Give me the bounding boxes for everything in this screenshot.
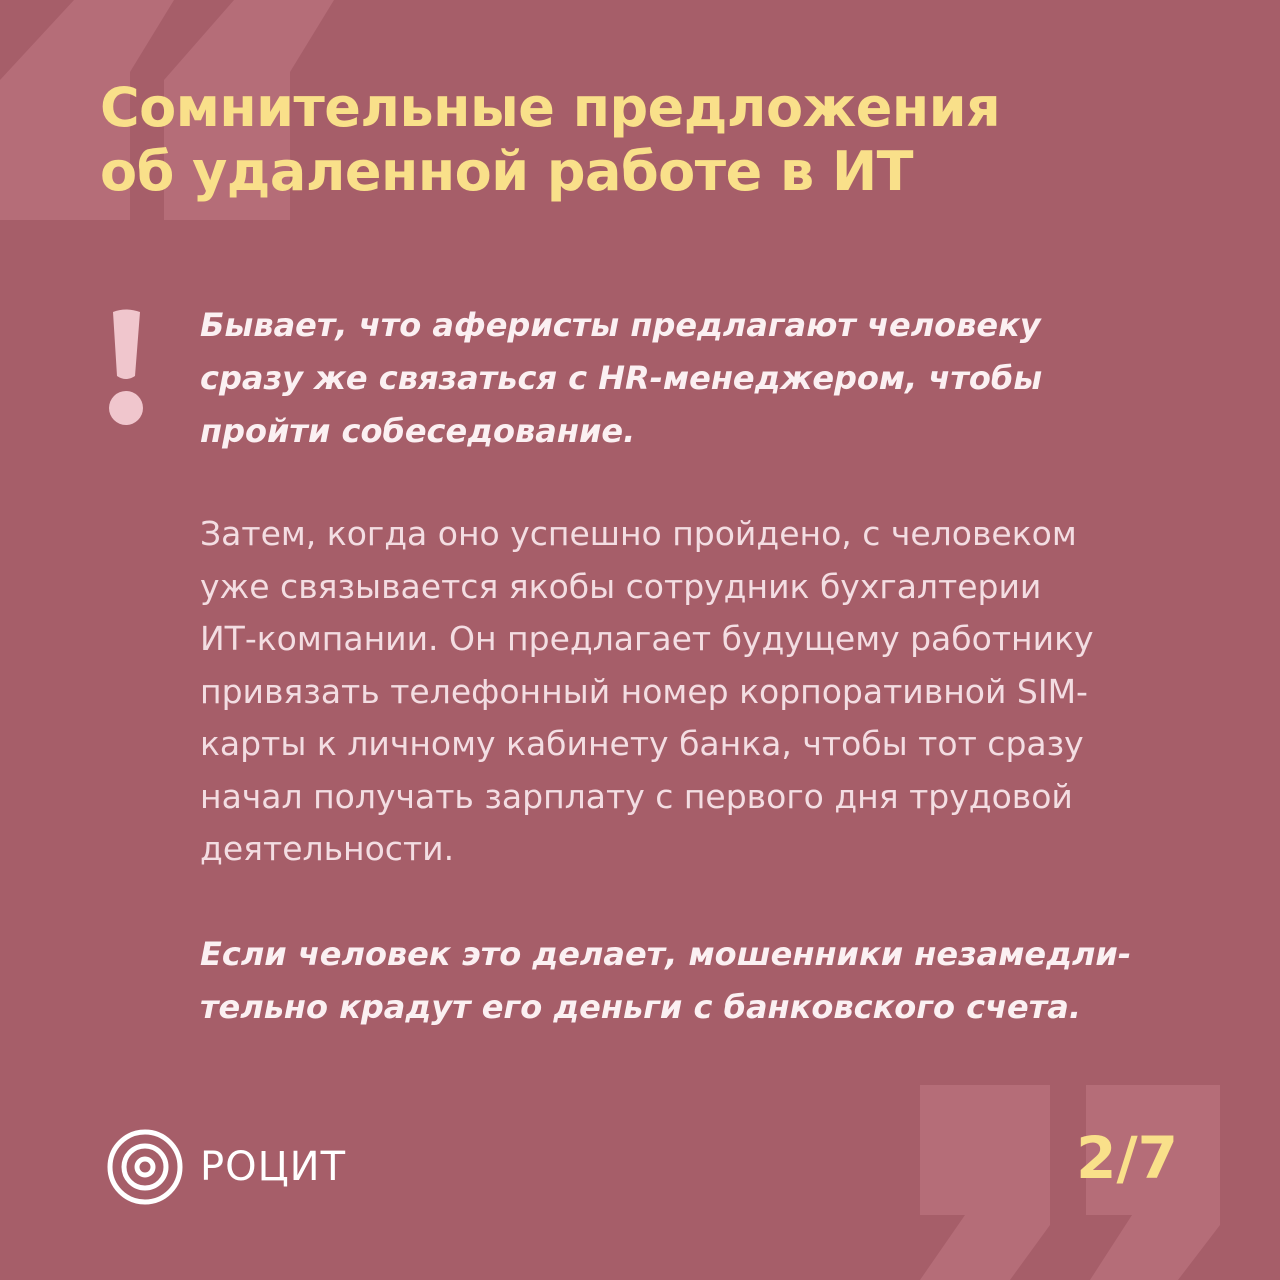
title-line-1: Сомнительные предложения xyxy=(100,76,1001,139)
page-title xyxy=(100,76,1220,204)
body-line: уже связывается якобы сотрудник бухгалтерии xyxy=(200,566,1042,606)
body-line: деятельности. xyxy=(200,829,455,868)
logo-text: РОЦИТ xyxy=(200,1144,347,1190)
closing-line: тельно крадут его деньги с банковского счета. xyxy=(200,988,1082,1026)
lead-paragraph xyxy=(200,299,1210,458)
lead-line: пройти собеседование. xyxy=(200,412,636,450)
body-line: Затем, когда оно успешно пройдено, с человеком xyxy=(200,514,1077,553)
rocit-logo xyxy=(106,1128,346,1206)
rocit-logo-icon xyxy=(106,1128,184,1206)
closing-line: Если человек это делает, мошенники незамедли- xyxy=(200,935,1132,973)
page-number: 2/7 xyxy=(1076,1124,1178,1192)
closing-paragraph xyxy=(200,928,1210,1034)
lead-line: Бывает, что аферисты предлагают человеку xyxy=(200,306,1041,344)
lead-line: сразу же связаться с HR-менеджером, чтобы xyxy=(200,359,1043,397)
body-line: ИТ-компании. Он предлагает будущему работнику xyxy=(200,619,1094,658)
exclamation-icon xyxy=(104,306,148,428)
body-paragraph xyxy=(200,508,1210,876)
body-line: начал получать зарплату с первого дня трудовой xyxy=(200,776,1073,816)
body-line: карты к личному кабинету банка, чтобы тот сразу xyxy=(200,724,1084,763)
title-line-2: об удаленной работе в ИТ xyxy=(100,140,914,203)
body-line: привязать телефонный номер корпоративной SIM- xyxy=(200,671,1088,711)
